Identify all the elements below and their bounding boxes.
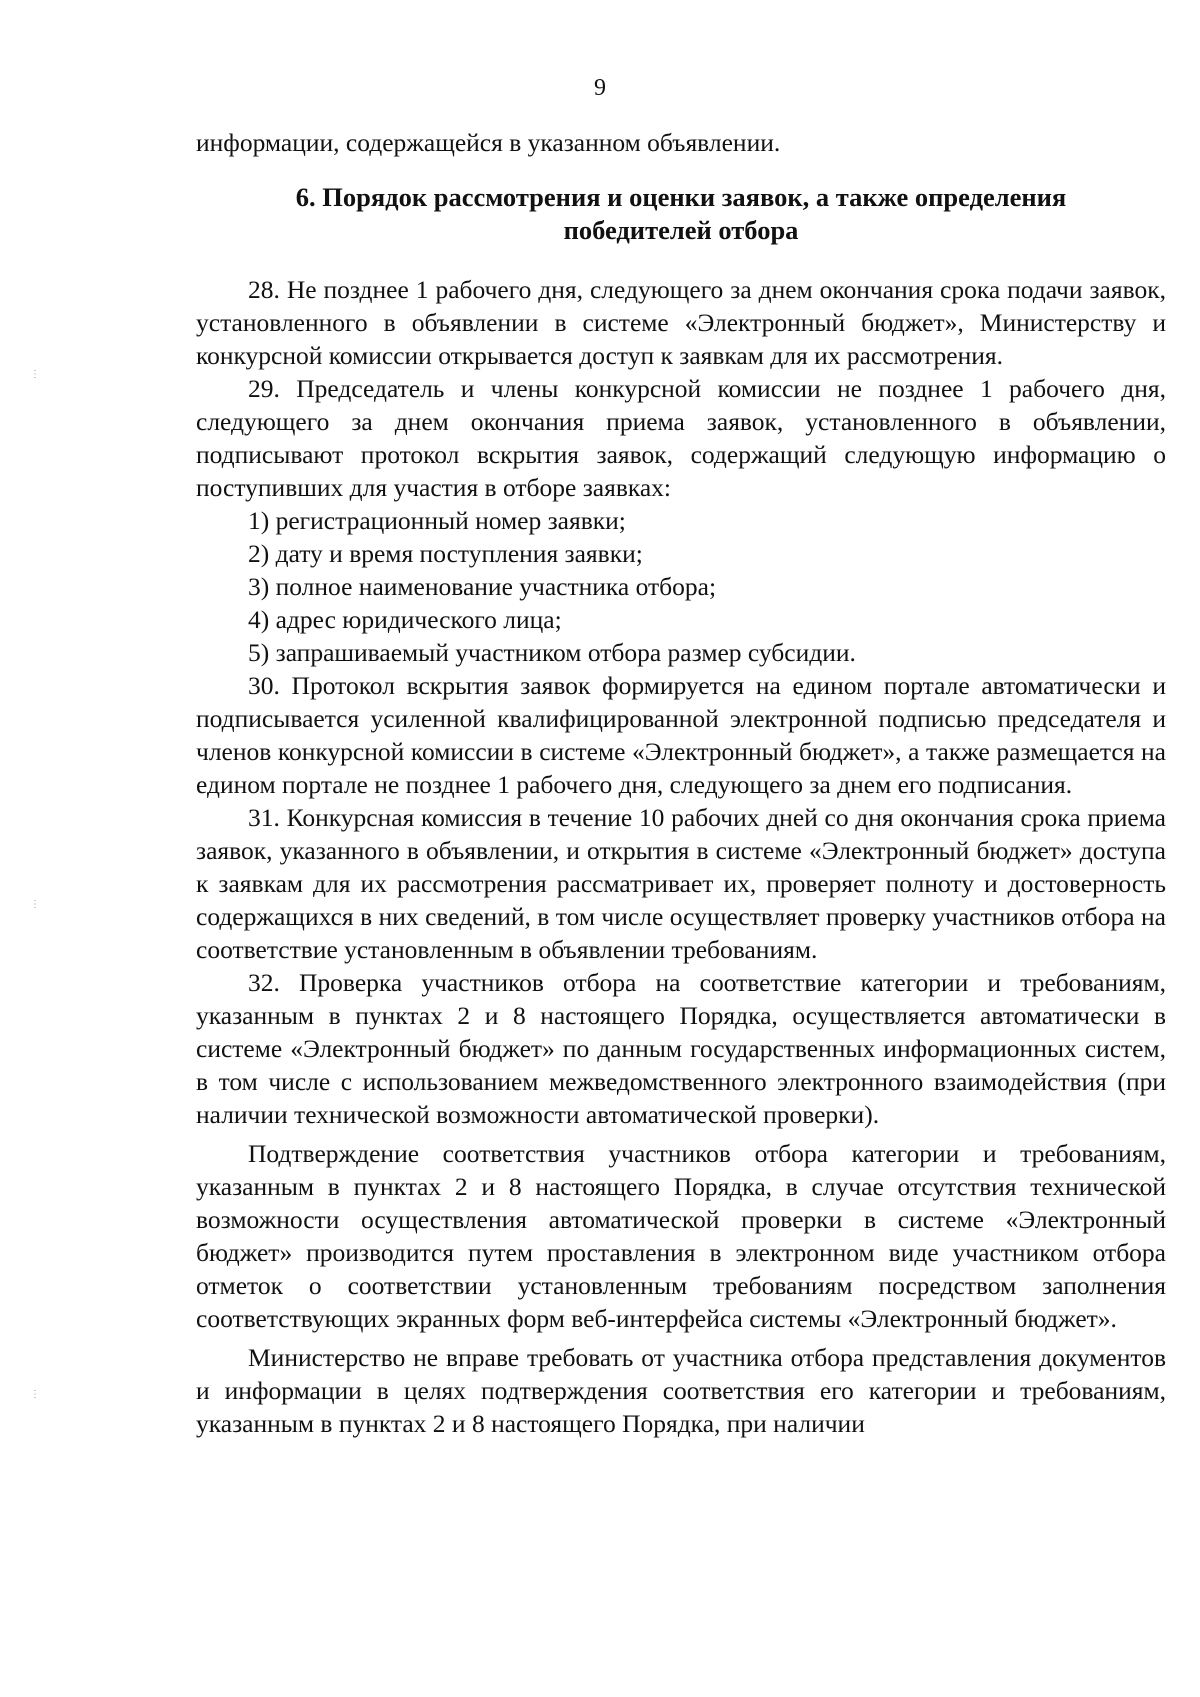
section-title-line-1: 6. Порядок рассмотрения и оценки заявок, а также определения — [295, 182, 1067, 212]
list-item: 5) запрашиваемый участником отбора размер субсидии. — [248, 638, 856, 667]
paragraph-29: 29. Председатель и члены конкурсной комиссии не позднее 1 рабочего дня, следующего за днем окончания приема заявок, установленного в объявлении, подписывают протокол вскрытия заявок, содержащий следующую информацию о поступивших для участия в отборе заявках: — [196, 374, 1166, 502]
list-item: 4) адрес юридического лица; — [248, 605, 562, 634]
margin-mark: ⋮ — [30, 1389, 40, 1400]
paragraph-28: 28. Не позднее 1 рабочего дня, следующего за днем окончания срока подачи заявок, установленного в объявлении в системе «Электронный бюджет», Министерству и конкурсной комиссии открывается доступ к заявкам для их рассмотрения. — [196, 275, 1166, 370]
margin-mark: ⋮ — [30, 899, 40, 910]
document-body — [196, 126, 1166, 1440]
section-title — [196, 181, 1166, 247]
paragraph-32: 32. Проверка участников отбора на соответствие категории и требованиям, указанным в пунктах 2 и 8 настоящего Порядка, осуществляется автоматически в системе «Электронный бюджет» по данным государственных информационных систем, в том числе с использованием межведомственного электронного взаимодействия (при наличии технической возможности автоматической проверки). — [196, 968, 1166, 1129]
paragraph-ministry: Министерство не вправе требовать от участника отбора представления документов и информации в целях подтверждения соответствия его категории и требованиям, указанным в пунктах 2 и 8 настоящего Порядка, при наличии — [196, 1343, 1166, 1438]
list-item: 1) регистрационный номер заявки; — [248, 506, 626, 535]
paragraph-31: 31. Конкурсная комиссия в течение 10 рабочих дней со дня окончания срока приема заявок, указанного в объявлении, и открытия в системе «Электронный бюджет» доступа к заявкам для их рассмотрения рассматривает их, проверяет полноту и достоверность содержащихся в них сведений, в том числе осуществляет проверку участников отбора на соответствие установленным в объявлении требованиям. — [196, 803, 1166, 964]
paragraph-confirmation: Подтверждение соответствия участников отбора категории и требованиям, указанным в пунктах 2 и 8 настоящего Порядка, в случае отсутствия технической возможности осуществления автоматической проверки в системе «Электронный бюджет» производится путем проставления в электронном виде участником отбора отметок о соответствии установленным требованиям посредством заполнения соответствующих экранных форм веб-интерфейса системы «Электронный бюджет». — [196, 1139, 1166, 1333]
page-number: 9 — [594, 75, 606, 101]
margin-mark: ⋮ — [30, 369, 40, 380]
list-item: 3) полное наименование участника отбора; — [248, 572, 717, 601]
list-item: 2) дату и время поступления заявки; — [248, 539, 643, 568]
lead-line: информации, содержащейся в указанном объявлении. — [196, 128, 781, 157]
section-title-line-2: победителей отбора — [563, 215, 799, 245]
paragraph-30: 30. Протокол вскрытия заявок формируется на едином портале автоматически и подписывается усиленной квалифицированной электронной подписью председателя и членов конкурсной комиссии в системе «Электронный бюджет», а также размещается на едином портале не позднее 1 рабочего дня, следующего за днем его подписания. — [196, 671, 1166, 799]
